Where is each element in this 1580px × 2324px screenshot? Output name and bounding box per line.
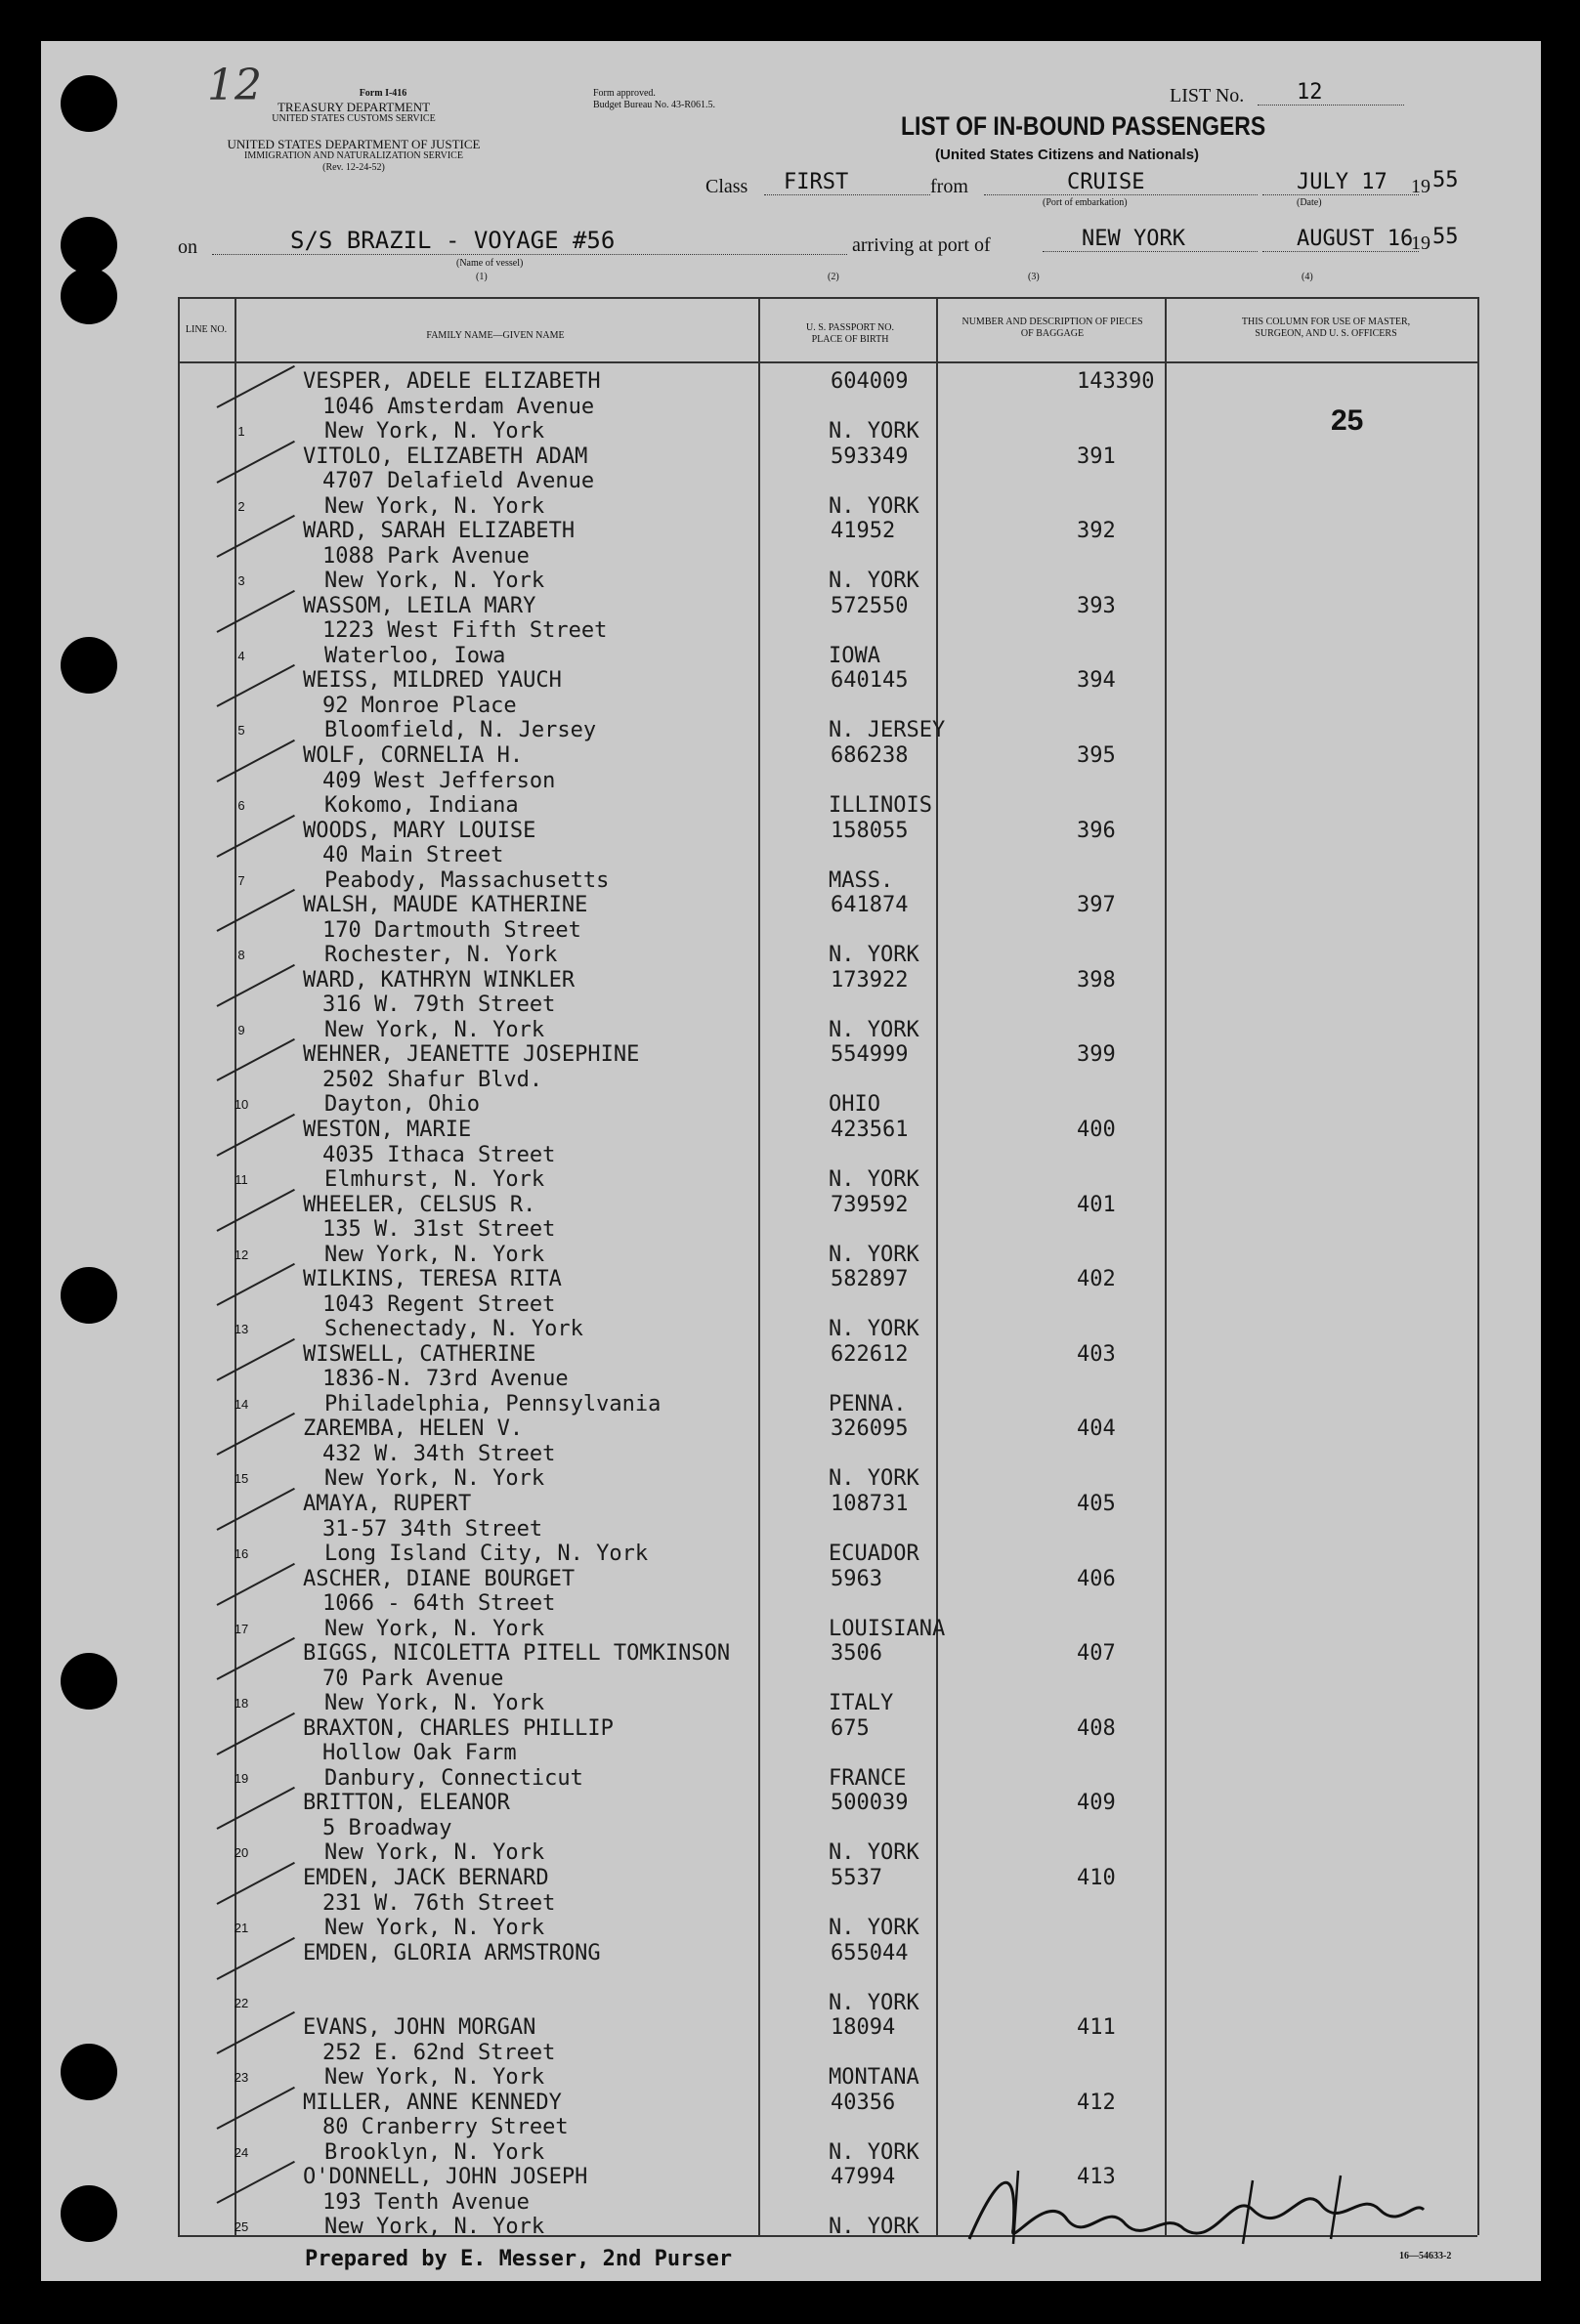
table-row — [178, 743, 1477, 819]
table-row — [178, 594, 1477, 669]
place-of-birth: MASS. — [829, 867, 894, 893]
vessel-name: S/S BRAZIL - VOYAGE #56 — [212, 227, 847, 255]
table-row — [178, 2015, 1477, 2091]
address-line-1: 70 Park Avenue — [322, 1666, 504, 1691]
binder-hole — [61, 1653, 117, 1710]
place-of-birth: PENNA. — [829, 1391, 907, 1416]
table-row — [178, 519, 1477, 594]
baggage-number: 401 — [1077, 1192, 1116, 1217]
address-line-1: 193 Tenth Avenue — [322, 2189, 530, 2215]
binder-hole — [61, 1267, 117, 1324]
passport-number: 423561 — [831, 1118, 909, 1142]
on-label: on — [178, 236, 197, 258]
line-number: 24 — [234, 2144, 249, 2160]
binder-hole — [61, 2044, 117, 2100]
vessel-caption: (Name of vessel) — [456, 258, 524, 269]
baggage-number: 393 — [1077, 593, 1116, 618]
baggage-number: 412 — [1077, 2090, 1116, 2115]
baggage-number: 143390 — [1077, 369, 1155, 394]
col-num-3: (3) — [1028, 272, 1040, 282]
address-line-2: Brooklyn, N. York — [324, 2139, 545, 2165]
form-dept: TREASURY DEPARTMENT — [277, 100, 431, 114]
line-number: 25 — [234, 2219, 249, 2235]
passenger-name: BRAXTON, CHARLES PHILLIP — [303, 1715, 614, 1741]
check-mark — [217, 1188, 295, 1231]
passenger-name: EMDEN, JACK BERNARD — [303, 1866, 549, 1890]
table-row — [178, 968, 1477, 1043]
passenger-name: VITOLO, ELIZABETH ADAM — [303, 444, 588, 469]
passenger-name: WALSH, MAUDE KATHERINE — [303, 893, 588, 918]
address-line-2: New York, N. York — [324, 1916, 545, 1940]
address-line-2: New York, N. York — [324, 1616, 545, 1641]
prepared-by: Prepared by E. Messer, 2nd Purser — [305, 2247, 733, 2271]
address-line-2: New York, N. York — [324, 569, 545, 594]
address-line-2: Elmhurst, N. York — [324, 1167, 545, 1192]
place-of-birth: FRANCE — [829, 1765, 907, 1791]
passport-number: 41952 — [831, 519, 896, 544]
check-mark — [217, 1413, 295, 1456]
passport-number: 47994 — [831, 2165, 896, 2190]
line-number: 3 — [237, 573, 245, 589]
line-number: 14 — [234, 1396, 249, 1412]
class-value: FIRST — [764, 170, 930, 195]
baggage-number: 398 — [1077, 967, 1116, 993]
check-mark — [217, 515, 295, 558]
check-mark — [217, 2087, 295, 2130]
check-mark — [217, 2161, 295, 2204]
embark-year: 55 — [1432, 168, 1459, 192]
address-line-1: 1066 - 64th Street — [322, 1591, 556, 1617]
table-row — [178, 1193, 1477, 1268]
place-of-birth: N. JERSEY — [829, 718, 946, 743]
check-mark — [217, 2011, 295, 2054]
table-row — [178, 1492, 1477, 1567]
binder-hole — [61, 217, 117, 274]
address-line-2: New York, N. York — [324, 2215, 545, 2240]
place-of-birth: ITALY — [829, 1691, 894, 1716]
passenger-name: WISWELL, CATHERINE — [303, 1341, 536, 1367]
arrival-year-prefix: 19 — [1411, 232, 1431, 254]
place-of-birth: N. YORK — [829, 943, 919, 968]
address-line-1: 1836-N. 73rd Avenue — [322, 1367, 569, 1392]
passenger-name: WOODS, MARY LOUISE — [303, 818, 536, 843]
line-number: 1 — [237, 424, 245, 439]
binder-hole — [61, 637, 117, 694]
passport-number: 158055 — [831, 818, 909, 843]
passport-number: 604009 — [831, 369, 909, 394]
passenger-name: WARD, KATHRYN WINKLER — [303, 967, 576, 993]
form-service: UNITED STATES CUSTOMS SERVICE — [272, 113, 436, 124]
baggage-number: 407 — [1077, 1641, 1116, 1667]
col-num-2: (2) — [828, 272, 839, 282]
address-line-2: Long Island City, N. York — [324, 1542, 649, 1566]
passport-number: 655044 — [831, 1940, 909, 1965]
passenger-name: BIGGS, NICOLETTA PITELL TOMKINSON — [303, 1641, 731, 1667]
baggage-number: 394 — [1077, 668, 1116, 694]
place-of-birth: N. YORK — [829, 1916, 919, 1940]
line-number: 12 — [234, 1247, 249, 1262]
check-mark — [217, 1862, 295, 1905]
address-line-2: New York, N. York — [324, 1242, 545, 1267]
table-row — [178, 819, 1477, 894]
address-line-1: 1046 Amsterdam Avenue — [322, 394, 595, 419]
line-number: 11 — [235, 1172, 248, 1187]
passport-number: 500039 — [831, 1791, 909, 1816]
passport-number: 5963 — [831, 1566, 882, 1591]
baggage-number: 397 — [1077, 893, 1116, 918]
table-row — [178, 1567, 1477, 1642]
check-mark — [217, 1787, 295, 1830]
baggage-number: 400 — [1077, 1118, 1116, 1142]
baggage-number: 396 — [1077, 818, 1116, 843]
arrival-date: AUGUST 16 — [1262, 227, 1419, 252]
place-of-birth: N. YORK — [829, 2215, 919, 2240]
baggage-number: 392 — [1077, 519, 1116, 544]
table-row — [178, 1118, 1477, 1193]
passport-number: 641874 — [831, 893, 909, 918]
line-number: 15 — [234, 1471, 249, 1487]
place-of-birth: N. YORK — [829, 1990, 919, 2015]
address-line-2: Peabody, Massachusetts — [324, 867, 610, 893]
address-line-1: 432 W. 34th Street — [322, 1441, 556, 1466]
passenger-name: VESPER, ADELE ELIZABETH — [303, 369, 601, 394]
line-number: 9 — [237, 1022, 245, 1037]
arrival-year: 55 — [1432, 225, 1459, 249]
place-of-birth: MONTANA — [829, 2065, 919, 2091]
address-line-1: 1043 Regent Street — [322, 1291, 556, 1317]
table-header-border — [178, 361, 1477, 363]
place-of-birth: ILLINOIS — [829, 793, 932, 818]
table-top-border — [178, 297, 1477, 299]
header-line-no: LINE NO. — [185, 324, 228, 335]
address-line-1: 92 Monroe Place — [322, 693, 517, 718]
line-number: 18 — [234, 1696, 249, 1711]
check-mark — [217, 590, 295, 633]
baggage-number: 403 — [1077, 1341, 1116, 1367]
form-service2: IMMIGRATION AND NATURALIZATION SERVICE — [244, 150, 463, 161]
baggage-number: 411 — [1077, 2015, 1116, 2041]
address-line-1: 135 W. 31st Street — [322, 1217, 556, 1243]
table-row — [178, 1267, 1477, 1342]
place-of-birth: N. YORK — [829, 493, 919, 519]
passenger-name: WEISS, MILDRED YAUCH — [303, 668, 562, 694]
from-value: CRUISE — [984, 170, 1258, 195]
address-line-1: 170 Dartmouth Street — [322, 917, 581, 943]
address-line-1: 5 Broadway — [322, 1815, 452, 1840]
document-page — [41, 41, 1541, 2281]
baggage-number: 402 — [1077, 1267, 1116, 1292]
form-dept2: UNITED STATES DEPARTMENT OF JUSTICE — [227, 137, 481, 151]
address-line-1: 4707 Delafield Avenue — [322, 469, 595, 494]
line-number: 21 — [234, 1921, 249, 1935]
table-row — [178, 1791, 1477, 1866]
check-mark — [217, 1712, 295, 1755]
baggage-number: 399 — [1077, 1042, 1116, 1068]
passenger-name: WARD, SARAH ELIZABETH — [303, 519, 576, 544]
address-line-2: Waterloo, Iowa — [324, 643, 506, 668]
check-mark — [217, 1562, 295, 1605]
address-line-2: New York, N. York — [324, 1466, 545, 1492]
header-baggage: NUMBER AND DESCRIPTION OF PIECES OF BAGGAGE — [961, 317, 1143, 339]
address-line-1: 1088 Park Avenue — [322, 543, 530, 569]
check-mark — [217, 440, 295, 483]
line-number: 6 — [237, 798, 245, 813]
binder-hole — [61, 2185, 117, 2242]
place-of-birth: ECUADOR — [829, 1542, 919, 1566]
header-officers: THIS COLUMN FOR USE OF MASTER, SURGEON, AND U. S. OFFICERS — [1241, 317, 1411, 339]
passenger-name: AMAYA, RUPERT — [303, 1492, 472, 1516]
passenger-name: WOLF, CORNELIA H. — [303, 743, 524, 768]
line-number: 8 — [237, 948, 245, 963]
address-line-2: Dayton, Ohio — [324, 1092, 480, 1118]
check-mark — [217, 964, 295, 1007]
passport-number: 675 — [831, 1715, 870, 1741]
line-number: 5 — [237, 723, 245, 739]
baggage-number: 413 — [1077, 2165, 1116, 2190]
address-line-2: Kokomo, Indiana — [324, 793, 519, 818]
table-row — [178, 1342, 1477, 1417]
arriving-label: arriving at port of — [852, 234, 991, 256]
table-row — [178, 1416, 1477, 1492]
place-of-birth: N. YORK — [829, 1466, 919, 1492]
line-number: 16 — [234, 1546, 249, 1561]
check-mark — [217, 814, 295, 857]
address-line-2: New York, N. York — [324, 493, 545, 519]
passenger-name: WEHNER, JEANETTE JOSEPHINE — [303, 1042, 640, 1068]
header-name: FAMILY NAME—GIVEN NAME — [426, 330, 565, 341]
page-title: LIST OF IN-BOUND PASSENGERS — [901, 111, 1266, 141]
check-mark — [217, 739, 295, 782]
date-caption: (Date) — [1297, 197, 1322, 208]
check-mark — [217, 1936, 295, 1979]
address-line-1: 2502 Shafur Blvd. — [322, 1067, 543, 1092]
place-of-birth: N. YORK — [829, 419, 919, 444]
passenger-name: MILLER, ANNE KENNEDY — [303, 2090, 562, 2115]
header-passport: U. S. PASSPORT NO. PLACE OF BIRTH — [806, 322, 894, 345]
passenger-name: ASCHER, DIANE BOURGET — [303, 1566, 576, 1591]
address-line-1: 252 E. 62nd Street — [322, 2040, 556, 2065]
from-label: from — [930, 176, 968, 197]
baggage-number: 404 — [1077, 1416, 1116, 1442]
form-rev: (Rev. 12-24-52) — [322, 162, 385, 173]
address-line-1: 1223 West Fifth Street — [322, 618, 608, 644]
passport-number: 622612 — [831, 1341, 909, 1367]
line-number: 13 — [234, 1322, 249, 1337]
passenger-name: WHEELER, CELSUS R. — [303, 1192, 536, 1217]
table-row — [178, 668, 1477, 743]
check-mark — [217, 1338, 295, 1381]
passenger-name: O'DONNELL, JOHN JOSEPH — [303, 2165, 588, 2190]
line-number: 20 — [234, 1845, 249, 1861]
list-no-label: LIST No. — [1170, 85, 1245, 106]
form-code: 16—54633-2 — [1399, 2251, 1452, 2261]
place-of-birth: N. YORK — [829, 569, 919, 594]
address-line-2: New York, N. York — [324, 419, 545, 444]
passenger-name: EMDEN, GLORIA ARMSTRONG — [303, 1940, 601, 1965]
col-num-1: (1) — [476, 272, 488, 282]
check-mark — [217, 1637, 295, 1680]
line-number: 23 — [234, 2070, 249, 2086]
binder-hole — [61, 268, 117, 324]
address-line-1: 40 Main Street — [322, 843, 504, 868]
passport-number: 40356 — [831, 2090, 896, 2115]
table-row — [178, 1866, 1477, 1941]
baggage-number: 391 — [1077, 444, 1116, 469]
passport-number: 593349 — [831, 444, 909, 469]
passenger-name: WILKINS, TERESA RITA — [303, 1267, 562, 1292]
baggage-number: 406 — [1077, 1566, 1116, 1591]
address-line-2: New York, N. York — [324, 2065, 545, 2091]
passport-number: 686238 — [831, 743, 909, 768]
table-right-border — [1477, 297, 1479, 2235]
list-no-value: 12 — [1258, 80, 1404, 106]
passport-number: 3506 — [831, 1641, 882, 1667]
place-of-birth: N. YORK — [829, 1167, 919, 1192]
embark-date: JULY 17 — [1262, 170, 1419, 195]
passport-number: 640145 — [831, 668, 909, 694]
check-mark — [217, 664, 295, 707]
address-line-2: Danbury, Connecticut — [324, 1765, 583, 1791]
address-line-2: Philadelphia, Pennsylvania — [324, 1391, 662, 1416]
handwritten-list-mark: 12 — [207, 61, 262, 110]
passport-number: 18094 — [831, 2015, 896, 2041]
line-number: 10 — [234, 1097, 249, 1113]
port-embark-caption: (Port of embarkation) — [1043, 197, 1128, 208]
passport-number: 5537 — [831, 1866, 882, 1890]
officer-note: 25 — [1331, 404, 1364, 437]
table-row — [178, 1716, 1477, 1792]
check-mark — [217, 1488, 295, 1531]
binder-hole — [61, 75, 117, 132]
passport-number: 554999 — [831, 1042, 909, 1068]
address-line-2: New York, N. York — [324, 1840, 545, 1866]
col-num-4: (4) — [1302, 272, 1313, 282]
line-number: 19 — [234, 1770, 249, 1786]
form-id: Form I-416 — [359, 88, 407, 99]
check-mark — [217, 889, 295, 932]
address-line-2: Bloomfield, N. Jersey — [324, 718, 597, 743]
passport-number: 173922 — [831, 967, 909, 993]
address-line-1: 80 Cranberry Street — [322, 2115, 569, 2140]
baggage-number: 395 — [1077, 743, 1116, 768]
signature — [960, 2151, 1429, 2259]
baggage-number: 405 — [1077, 1492, 1116, 1516]
embark-year-prefix: 19 — [1411, 176, 1431, 197]
address-line-1: 31-57 34th Street — [322, 1516, 543, 1542]
check-mark — [217, 1263, 295, 1306]
passport-number: 739592 — [831, 1192, 909, 1217]
check-mark — [217, 365, 295, 408]
arrival-port: NEW YORK — [1043, 227, 1258, 252]
address-line-1: 4035 Ithaca Street — [322, 1142, 556, 1167]
baggage-number: 408 — [1077, 1715, 1116, 1741]
address-line-2: New York, N. York — [324, 1691, 545, 1716]
baggage-number: 410 — [1077, 1866, 1116, 1890]
place-of-birth: LOUISIANA — [829, 1616, 946, 1641]
table-row — [178, 369, 1477, 444]
passport-number: 326095 — [831, 1416, 909, 1442]
passport-number: 582897 — [831, 1267, 909, 1292]
place-of-birth: N. YORK — [829, 1840, 919, 1866]
table-row — [178, 1941, 1477, 2016]
passport-number: 572550 — [831, 593, 909, 618]
passenger-name: BRITTON, ELEANOR — [303, 1791, 510, 1816]
address-line-1: 231 W. 76th Street — [322, 1890, 556, 1916]
form-approved: Form approved. — [593, 88, 656, 99]
address-line-2: Rochester, N. York — [324, 943, 558, 968]
page-subtitle: (United States Citizens and Nationals) — [935, 147, 1200, 163]
place-of-birth: IOWA — [829, 643, 880, 668]
class-label: Class — [705, 176, 748, 197]
passport-number: 108731 — [831, 1492, 909, 1516]
line-number: 7 — [237, 872, 245, 888]
check-mark — [217, 1114, 295, 1157]
address-line-1: 316 W. 79th Street — [322, 993, 556, 1018]
form-budget: Budget Bureau No. 43-R061.5. — [593, 100, 715, 110]
table-row — [178, 444, 1477, 520]
place-of-birth: N. YORK — [829, 1242, 919, 1267]
place-of-birth: N. YORK — [829, 1017, 919, 1042]
line-number: 22 — [234, 1995, 249, 2010]
place-of-birth: N. YORK — [829, 1317, 919, 1342]
check-mark — [217, 1038, 295, 1081]
line-number: 2 — [237, 498, 245, 514]
table-row — [178, 1641, 1477, 1716]
table-row — [178, 1042, 1477, 1118]
line-number: 4 — [237, 648, 245, 663]
passenger-name: WASSOM, LEILA MARY — [303, 593, 536, 618]
place-of-birth: N. YORK — [829, 2139, 919, 2165]
address-line-1: Hollow Oak Farm — [322, 1741, 517, 1766]
line-number: 17 — [234, 1621, 249, 1636]
passenger-name: EVANS, JOHN MORGAN — [303, 2015, 536, 2041]
address-line-1: 409 West Jefferson — [322, 768, 556, 793]
table-row — [178, 893, 1477, 968]
passenger-name: ZAREMBA, HELEN V. — [303, 1416, 524, 1442]
baggage-number: 409 — [1077, 1791, 1116, 1816]
passenger-name: WESTON, MARIE — [303, 1118, 472, 1142]
address-line-2: New York, N. York — [324, 1017, 545, 1042]
address-line-2: Schenectady, N. York — [324, 1317, 583, 1342]
place-of-birth: OHIO — [829, 1092, 880, 1118]
